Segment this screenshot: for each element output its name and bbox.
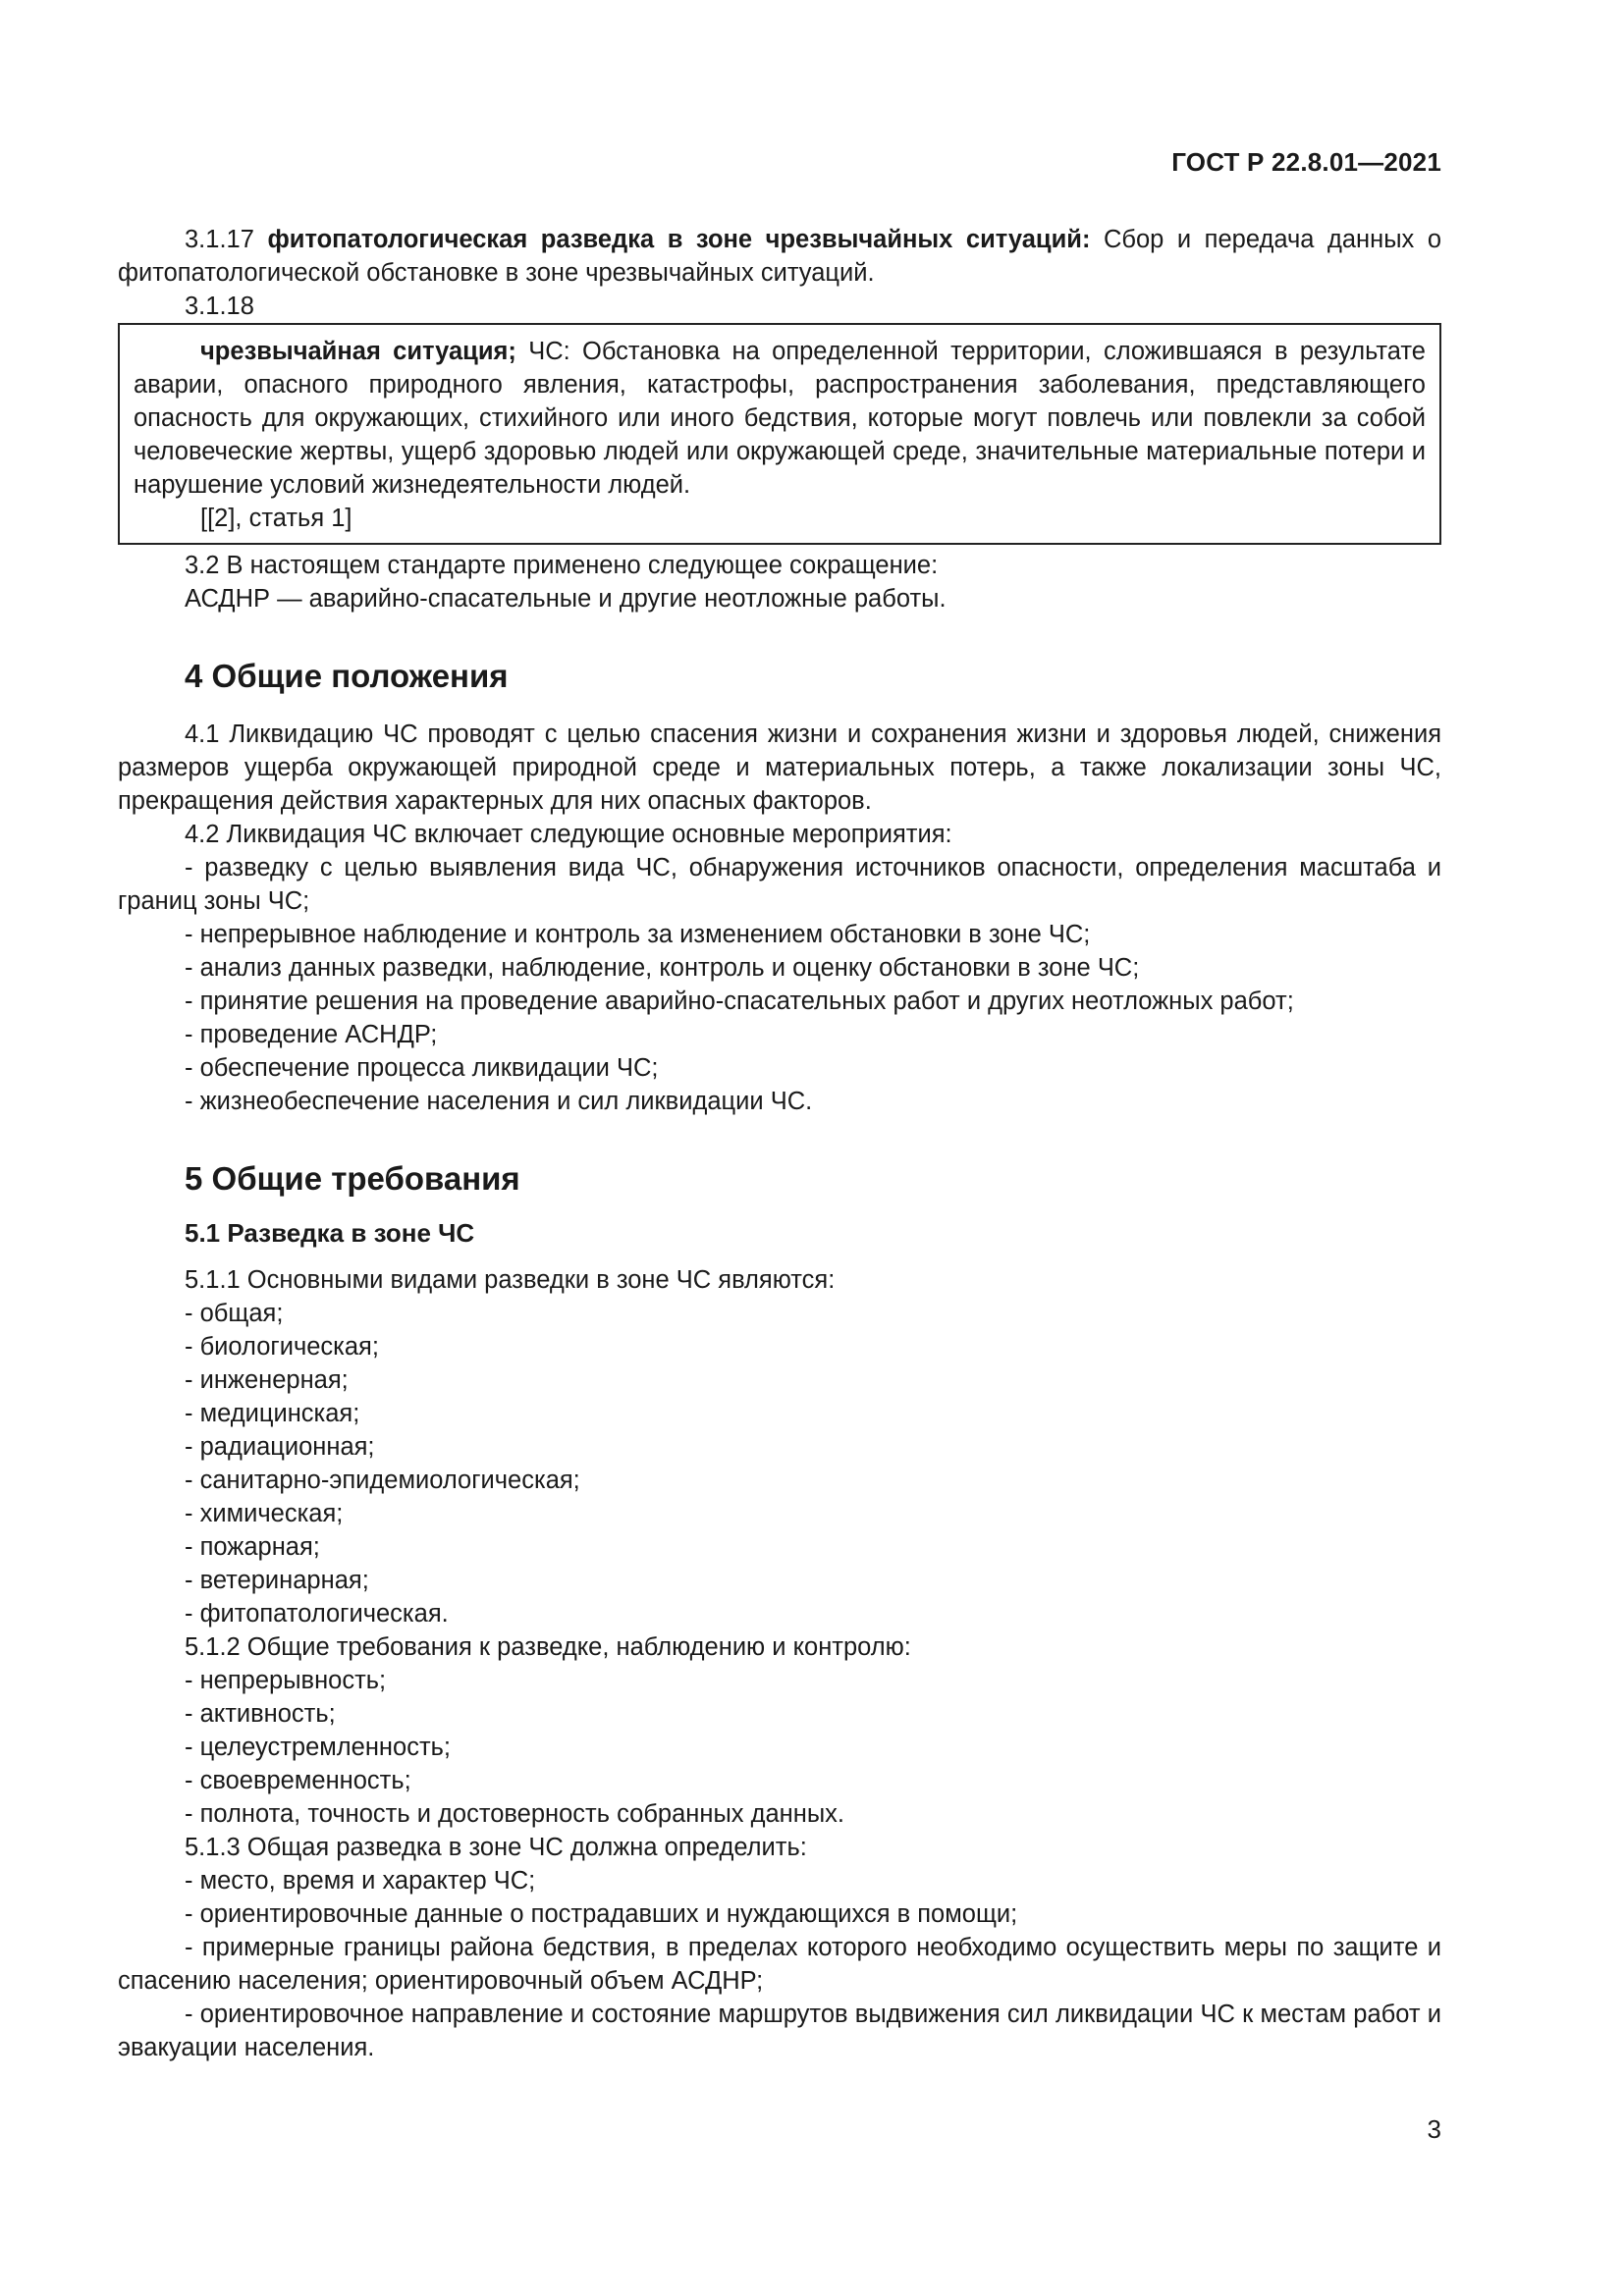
clause-4-1: 4.1 Ликвидацию ЧС проводят с целью спасения жизни и сохранения жизни и здоровья людей, снижения размеров ущерба окружающей природной среде и материальных потерь, а также локализации зоны ЧС, прекращения действия характерных для них опасных факторов. xyxy=(118,721,1441,815)
list-item: - анализ данных разведки, наблюдение, контроль и оценку обстановки в зоне ЧС; xyxy=(185,954,1140,982)
list-item: - разведку с целью выявления вида ЧС, обнаружения источников опасности, определения масштаба и границ зоны ЧС; xyxy=(118,854,1441,915)
list-item: - инженерная; xyxy=(185,1366,349,1394)
section-4-heading: 4 Общие положения xyxy=(185,658,509,694)
list-item: - общая; xyxy=(185,1300,284,1327)
term-definition: Сбор и передача данных о фитопатологической обстановке в зоне чрезвычайных ситуаций. xyxy=(118,226,1442,287)
term-3-1-17 xyxy=(118,223,1441,290)
list-item: - своевременность; xyxy=(185,1767,411,1794)
list-item: - ветеринарная; xyxy=(185,1567,369,1594)
term-abbreviation: ЧС: xyxy=(528,338,570,365)
term-title: чрезвычайная ситуация; xyxy=(200,338,516,365)
list-item: - фитопатологическая. xyxy=(185,1600,449,1628)
list-item: - санитарно-эпидемиологическая; xyxy=(185,1467,580,1494)
clause-5-1-1: 5.1.1 Основными видами разведки в зоне ЧС являются: xyxy=(185,1266,836,1294)
list-item: - целеустремленность; xyxy=(185,1734,451,1761)
list-item: - биологическая; xyxy=(185,1333,379,1361)
term-3-1-18 xyxy=(134,335,1426,502)
clause-4-2: 4.2 Ликвидация ЧС включает следующие основные мероприятия: xyxy=(185,821,952,848)
term-reference: [[2], статья 1] xyxy=(200,505,352,532)
document-id: ГОСТ Р 22.8.01—2021 xyxy=(1171,147,1441,177)
clause-5-1-2: 5.1.2 Общие требования к разведке, наблюдению и контролю: xyxy=(185,1633,911,1661)
list-item: - жизнеобеспечение населения и сил ликвидации ЧС. xyxy=(185,1088,813,1115)
document-body xyxy=(118,223,1441,2064)
list-item: - активность; xyxy=(185,1700,336,1728)
list-item: - проведение АСНДР; xyxy=(185,1021,438,1048)
term-3-1-18-number: 3.1.18 xyxy=(185,293,254,320)
page-number: 3 xyxy=(1427,2114,1441,2144)
list-item: - ориентировочное направление и состояние маршрутов выдвижения сил ликвидации ЧС к местам работ и эвакуации населения. xyxy=(118,2001,1441,2061)
list-item: - примерные границы района бедствия, в пределах которого необходимо осуществить меры по защите и спасению населения; ориентировочный объем АСДНР; xyxy=(118,1934,1441,1995)
list-item: - медицинская; xyxy=(185,1400,360,1427)
list-item: - пожарная; xyxy=(185,1533,320,1561)
list-item: - непрерывное наблюдение и контроль за изменением обстановки в зоне ЧС; xyxy=(185,921,1091,948)
list-item: - химическая; xyxy=(185,1500,344,1527)
list-item: - ориентировочные данные о пострадавших и нуждающихся в помощи; xyxy=(185,1900,1018,1928)
list-item: - обеспечение процесса ликвидации ЧС; xyxy=(185,1054,659,1082)
list-item: - принятие решения на проведение аварийно-спасательных работ и других неотложных работ; xyxy=(185,988,1294,1015)
term-number: 3.1.17 xyxy=(185,226,254,253)
list-item: - радиационная; xyxy=(185,1433,375,1461)
list-item: - непрерывность; xyxy=(185,1667,387,1694)
clause-3-2: 3.2 В настоящем стандарте применено следующее сокращение: xyxy=(185,552,939,579)
term-3-1-18-box xyxy=(118,323,1441,545)
list-item: - место, время и характер ЧС; xyxy=(185,1867,536,1895)
abbreviation-asdnr: АСДНР — аварийно-спасательные и другие неотложные работы. xyxy=(185,585,947,613)
section-5-heading: 5 Общие требования xyxy=(185,1160,520,1197)
term-definition: Обстановка на определенной территории, сложившаяся в результате аварии, опасного природного явления, катастрофы, распространения заболевания, представляющего опасность для окружающих, стихийного или иного бедствия, которые могут повлечь или повлекли за собой человеческие жертвы, ущерб здоровью людей или окружающей среде, значительные материальные потери и нарушение условий жизнедеятельности людей. xyxy=(134,338,1426,499)
term-title: фитопатологическая разведка в зоне чрезвычайных ситуаций: xyxy=(267,226,1091,253)
clause-5-1-3: 5.1.3 Общая разведка в зоне ЧС должна определить: xyxy=(185,1834,807,1861)
list-item: - полнота, точность и достоверность собранных данных. xyxy=(185,1800,845,1828)
subsection-5-1-heading: 5.1 Разведка в зоне ЧС xyxy=(185,1218,475,1248)
